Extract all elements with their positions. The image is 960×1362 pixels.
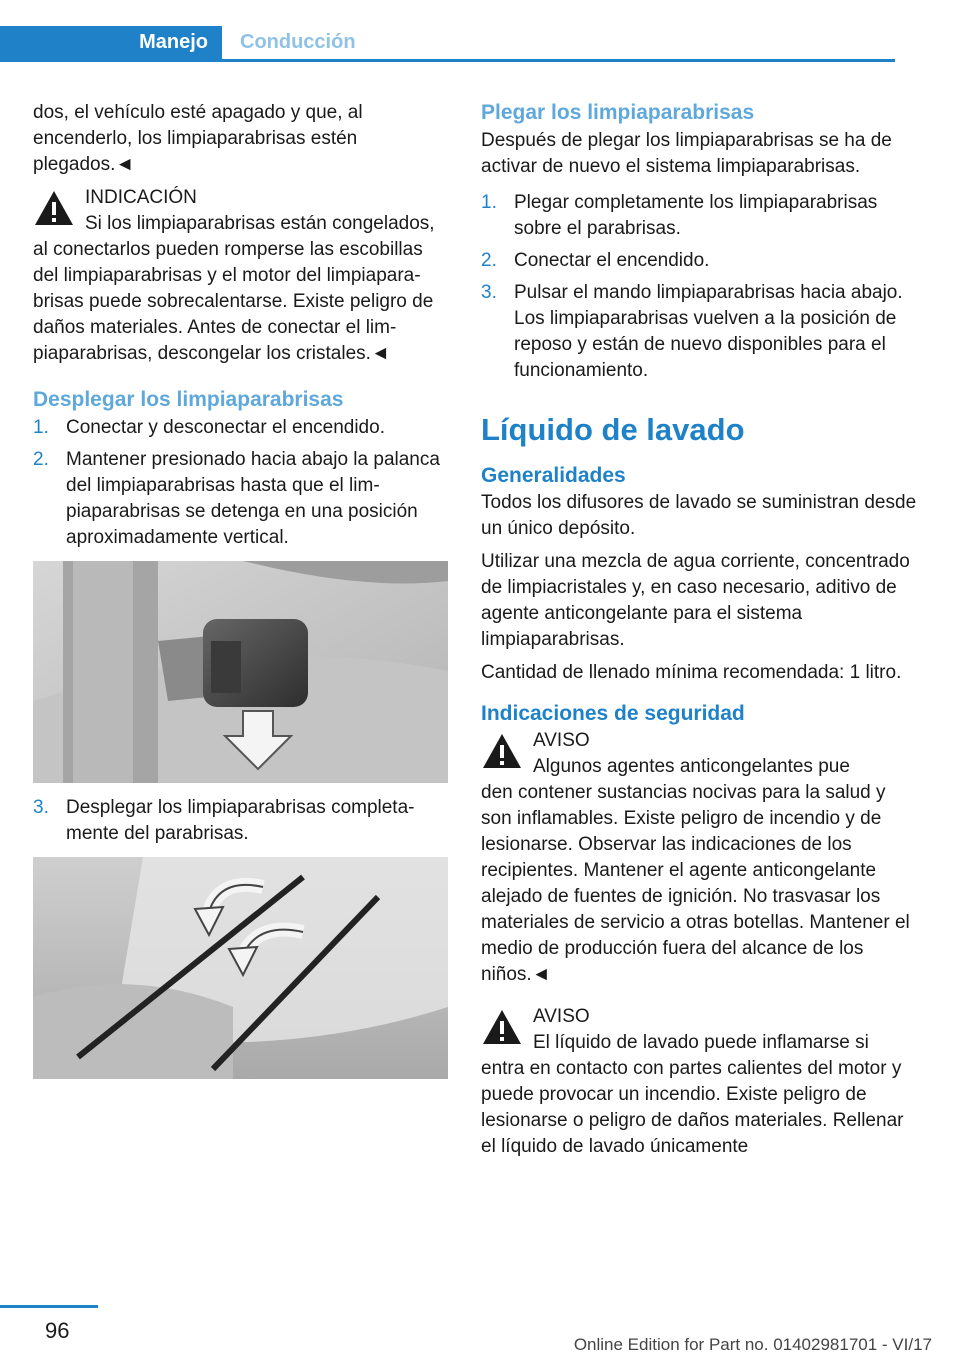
list-item: [481, 280, 921, 384]
wipers-unfolded-illustration: [33, 857, 448, 1079]
page-number: 96: [45, 1318, 70, 1343]
warning-text: al conectarlos pueden romperse las escobillas del limpiaparabrisas y el motor del limpiaparabrisas puede sobrecalentarse. Existe peligro de daños materiales. Antes de conectar el limpiaparabrisas, descongelar los cristales.◄: [33, 239, 434, 364]
warning-icon: [481, 1008, 523, 1046]
tab-label: Manejo: [139, 31, 208, 53]
warning-box: [481, 728, 921, 988]
tab-conduccion[interactable]: [222, 26, 422, 59]
section-title: Plegar los limpiaparabrisas: [481, 101, 755, 124]
warning-text: entra en contacto con partes calientes del motor y puede provocar un incendio. Existe peligro de lesionarse o peligro de daños materiales. Rellenar el líquido de lavado únicamente: [481, 1058, 904, 1157]
list-item: [481, 248, 921, 274]
list-item: [481, 190, 921, 242]
tab-manejo[interactable]: [0, 26, 222, 59]
step-number: 3.: [33, 797, 49, 818]
warning-text-first: Algunos agentes anticongelantes pue: [533, 756, 850, 777]
warning-box: [481, 1004, 921, 1160]
steps-list-continued: [33, 795, 448, 847]
step-number: 1.: [33, 417, 49, 438]
list-item: [33, 795, 448, 847]
section-title: Desplegar los limpiaparabrisas: [33, 388, 344, 411]
intro-paragraph: dos, el vehículo esté apagado y que, al encenderlo, los limpiaparabrisas estén plegados.◄: [33, 102, 363, 175]
steps-list: [33, 415, 448, 551]
subsection-title: Indicaciones de seguridad: [481, 702, 745, 725]
warning-text-first: Si los limpiaparabrisas están congelados,: [85, 213, 435, 234]
paragraph: Después de plegar los limpiaparabrisas se ha de activar de nuevo el sistema limpiaparabrisas.: [481, 130, 892, 177]
paragraph: Cantidad de llenado mínima recomendada: 1 litro.: [481, 662, 902, 683]
paragraph: Utilizar una mezcla de agua corriente, concentrado de limpiacristales y, en caso necesario, aditivo de agente anticongelante para el sistema limpiaparabrisas.: [481, 551, 910, 650]
warning-title: INDICACIÓN: [85, 187, 197, 208]
step-number: 2.: [33, 449, 49, 470]
warning-title: AVISO: [533, 730, 590, 751]
chapter-header: [0, 0, 960, 62]
step-text: Pulsar el mando limpiaparabrisas hacia abajo. Los limpiaparabrisas vuelven a la posición de reposo y están de nuevo disponibles para el funcionamiento.: [514, 282, 903, 381]
edition-note: Online Edition for Part no. 01402981701 - VI/17: [573, 1335, 932, 1354]
list-item: [33, 447, 448, 551]
step-text: Mantener presionado hacia abajo la palanca del limpiaparabrisas hasta que el limpiaparabrisas se detenga en una posición aproximadamente vertical.: [66, 449, 440, 548]
warning-icon: [481, 732, 523, 770]
tab-label: Conducción: [240, 31, 356, 53]
warning-text: den contener sustancias nocivas para la salud y son inflamables. Existe peligro de incendio y de lesionarse. Observar las indicaciones de los recipientes. Mantener el agente anticongelante alejado de fuentes de ignición. No trasvasar los materiales de servicio a otras botellas. Mantener el medio de producción fuera del alcance de los niños.◄: [481, 782, 910, 985]
right-column: [481, 100, 921, 1166]
steps-list: [481, 190, 921, 384]
step-text: Plegar completamente los limpiaparabrisas sobre el parabrisas.: [514, 192, 878, 239]
step-number: 3.: [481, 282, 497, 303]
subsection-title: Generalidades: [481, 464, 626, 487]
left-column: [33, 100, 448, 1091]
header-rule: [0, 59, 895, 62]
list-item: [33, 415, 448, 441]
step-text: Conectar el encendido.: [514, 250, 710, 271]
footer-rule: [0, 1305, 98, 1308]
paragraph: Todos los difusores de lavado se suministran desde un único depósito.: [481, 492, 917, 539]
chapter-title: Líquido de lavado: [481, 412, 745, 447]
step-number: 2.: [481, 250, 497, 271]
step-number: 1.: [481, 192, 497, 213]
warning-icon: [33, 189, 75, 227]
warning-text-first: El líquido de lavado puede inflamarse si: [533, 1032, 869, 1053]
warning-title: AVISO: [533, 1006, 590, 1027]
step-text: Desplegar los limpiaparabrisas completamente del parabrisas.: [66, 797, 415, 844]
step-text: Conectar y desconectar el encendido.: [66, 417, 385, 438]
wiper-lever-illustration: [33, 561, 448, 783]
warning-box: [33, 185, 448, 367]
